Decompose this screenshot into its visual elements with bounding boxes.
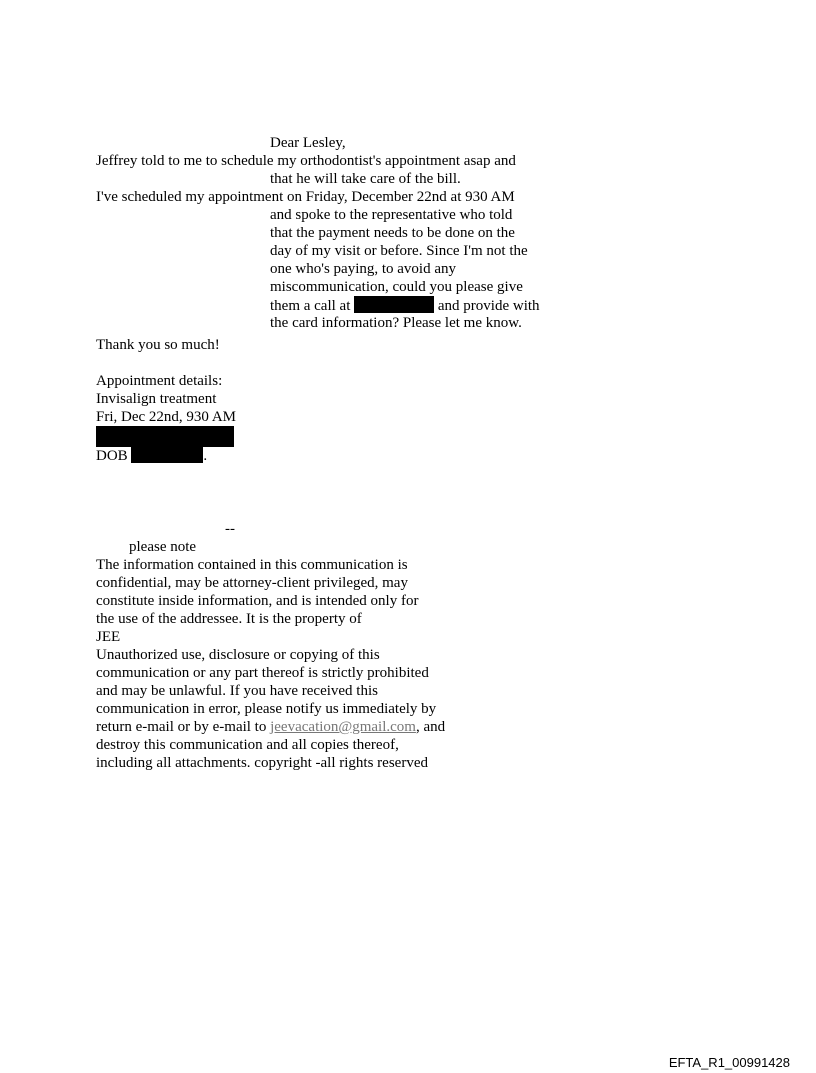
call-text: them a call at [270, 298, 355, 314]
disclaimer-line-9: communication in error, please notify us immediately by [96, 701, 437, 717]
dob-label: DOB [96, 448, 128, 464]
and-text: , and [415, 719, 446, 735]
paragraph-2-line-6: miscommunication, could you please give [270, 279, 523, 295]
paragraph-2-line-5: one who's paying, to avoid any [270, 261, 457, 277]
paragraph-2-line-7 [270, 296, 540, 315]
appointment-datetime: Fri, Dec 22nd, 930 AM [96, 409, 236, 425]
signature-separator: -- [225, 521, 235, 537]
dob-line [96, 446, 207, 465]
disclaimer-line-6: Unauthorized use, disclosure or copying of this [96, 647, 380, 663]
email-link[interactable]: jeevacation@gmail.com [270, 719, 416, 735]
please-note: please note [129, 539, 197, 555]
disclaimer-line-4: the use of the addressee. It is the property of [96, 611, 362, 627]
disclaimer-line-10 [96, 718, 445, 736]
paragraph-2-line-2: and spoke to the representative who told [270, 207, 513, 223]
disclaimer-line-7: communication or any part thereof is strictly prohibited [96, 665, 429, 681]
appointment-heading: Appointment details: [96, 373, 223, 389]
paragraph-2-line-4: day of my visit or before. Since I'm not the [270, 243, 528, 259]
greeting: Dear Lesley, [270, 135, 346, 151]
redacted-dob [131, 446, 203, 463]
document-id: EFTA_R1_00991428 [668, 1055, 790, 1070]
disclaimer-line-8: and may be unlawful. If you have received this [96, 683, 378, 699]
paragraph-1-line-2: that he will take care of the bill. [270, 171, 461, 187]
disclaimer-line-1: The information contained in this communication is [96, 557, 408, 573]
paragraph-1-line-1: Jeffrey told to me to schedule my orthodontist's appointment asap and [96, 153, 516, 169]
disclaimer-line-2: confidential, may be attorney-client privileged, may [96, 575, 408, 591]
appointment-treatment: Invisalign treatment [96, 391, 217, 407]
disclaimer-line-5: JEE [96, 629, 121, 645]
redacted-phone [354, 296, 434, 313]
paragraph-2-line-3: that the payment needs to be done on the [270, 225, 515, 241]
return-email-text: return e-mail or by e-mail to [96, 719, 271, 735]
paragraph-2-line-8: the card information? Please let me know. [270, 315, 522, 331]
dob-suffix: . [203, 448, 208, 464]
disclaimer-line-11: destroy this communication and all copies thereof, [96, 737, 399, 753]
paragraph-2-line-1: I've scheduled my appointment on Friday, December 22nd at 930 AM [96, 189, 515, 205]
redacted-name-block [96, 426, 234, 447]
thanks-line: Thank you so much! [96, 337, 220, 353]
disclaimer-line-12: including all attachments. copyright -all rights reserved [96, 755, 428, 771]
provide-text: and provide with [434, 298, 540, 314]
disclaimer-line-3: constitute inside information, and is intended only for [96, 593, 419, 609]
